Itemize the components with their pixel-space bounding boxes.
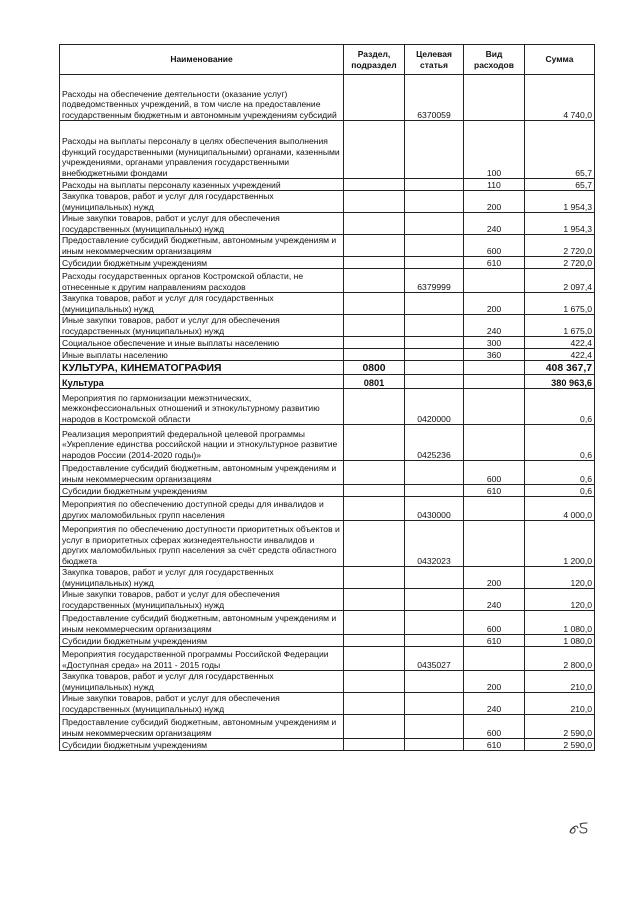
row-type (464, 361, 525, 375)
row-name: Иные закупки товаров, работ и услуг для обеспечения государственных (муниципальных) нужд (60, 693, 344, 715)
row-type: 100 (464, 121, 525, 179)
row-type: 240 (464, 589, 525, 611)
row-target (405, 293, 464, 315)
table-row (60, 389, 595, 425)
row-name: Мероприятия по обеспечению доступной среды для инвалидов и других маломобильных групп населения (60, 497, 344, 521)
table-row (60, 647, 595, 671)
row-name: Расходы на обеспечение деятельности (оказание услуг) подведомственных учреждений, в том числе на предоставление государственным бюджетным и автономным учреждениям субсидий (60, 75, 344, 121)
row-type: 600 (464, 611, 525, 635)
row-type: 610 (464, 257, 525, 269)
row-amount: 2 590,0 (525, 715, 595, 739)
row-target (405, 179, 464, 191)
row-name: Иные выплаты населению (60, 349, 344, 361)
table-row (60, 213, 595, 235)
row-section (344, 693, 405, 715)
row-target: 6379999 (405, 269, 464, 293)
row-type: 200 (464, 293, 525, 315)
table-row (60, 497, 595, 521)
row-amount: 2 720,0 (525, 235, 595, 257)
row-name: Социальное обеспечение и иные выплаты населению (60, 337, 344, 349)
row-amount: 0,6 (525, 389, 595, 425)
row-target (405, 213, 464, 235)
row-amount: 2 590,0 (525, 739, 595, 751)
row-name: Реализация мероприятий федеральной целевой программы «Укрепление единства российской нации и этнокультурное развитие народов России (2014-2020 годы)» (60, 425, 344, 461)
row-section (344, 191, 405, 213)
row-name: Иные закупки товаров, работ и услуг для обеспечения государственных (муниципальных) нужд (60, 213, 344, 235)
row-section (344, 521, 405, 567)
row-type: 240 (464, 693, 525, 715)
table-row (60, 293, 595, 315)
row-target: 0432023 (405, 521, 464, 567)
row-section (344, 567, 405, 589)
row-amount: 1 080,0 (525, 611, 595, 635)
row-section (344, 121, 405, 179)
row-target: 0420000 (405, 389, 464, 425)
row-type: 610 (464, 635, 525, 647)
table-row (60, 361, 595, 375)
row-section (344, 235, 405, 257)
row-target (405, 715, 464, 739)
row-type: 600 (464, 461, 525, 485)
row-type: 610 (464, 739, 525, 751)
row-name: Предоставление субсидий бюджетным, автономным учреждениям и иным некоммерческим организациям (60, 235, 344, 257)
row-name: Закупка товаров, работ и услуг для государственных (муниципальных) нужд (60, 191, 344, 213)
row-amount: 1 954,3 (525, 191, 595, 213)
table-row (60, 611, 595, 635)
row-type: 240 (464, 315, 525, 337)
row-target: 0425236 (405, 425, 464, 461)
row-section (344, 349, 405, 361)
row-target (405, 361, 464, 375)
row-amount: 1 675,0 (525, 315, 595, 337)
row-amount: 4 740,0 (525, 75, 595, 121)
row-name: Закупка товаров, работ и услуг для государственных (муниципальных) нужд (60, 293, 344, 315)
table-row (60, 349, 595, 361)
table-row (60, 589, 595, 611)
table-row (60, 315, 595, 337)
row-name: Субсидии бюджетным учреждениям (60, 739, 344, 751)
row-section (344, 213, 405, 235)
row-name: КУЛЬТУРА, КИНЕМАТОГРАФИЯ (60, 361, 344, 375)
row-section (344, 257, 405, 269)
row-amount: 210,0 (525, 693, 595, 715)
row-target: 0430000 (405, 497, 464, 521)
header-amount: Сумма (525, 45, 595, 75)
row-target (405, 635, 464, 647)
budget-table (59, 44, 595, 751)
row-type: 200 (464, 671, 525, 693)
row-name: Расходы на выплаты персоналу в целях обеспечения выполнения функций государственными (муниципальными) органами, казенными учреждениями, органами управления государственными внебюджетными фондами (60, 121, 344, 179)
table-row (60, 337, 595, 349)
row-amount: 0,6 (525, 461, 595, 485)
row-target (405, 739, 464, 751)
row-target (405, 567, 464, 589)
row-target (405, 485, 464, 497)
row-section (344, 715, 405, 739)
row-name: Субсидии бюджетным учреждениям (60, 257, 344, 269)
row-name: Иные закупки товаров, работ и услуг для обеспечения государственных (муниципальных) нужд (60, 315, 344, 337)
table-row (60, 521, 595, 567)
row-type: 300 (464, 337, 525, 349)
header-name: Наименование (60, 45, 344, 75)
row-name: Предоставление субсидий бюджетным, автономным учреждениям и иным некоммерческим организациям (60, 461, 344, 485)
row-section (344, 589, 405, 611)
row-section (344, 269, 405, 293)
row-target (405, 337, 464, 349)
table-header-row (60, 45, 595, 75)
row-target (405, 235, 464, 257)
table-row (60, 635, 595, 647)
row-amount: 2 720,0 (525, 257, 595, 269)
row-section: 0801 (344, 375, 405, 389)
row-section (344, 461, 405, 485)
row-type (464, 425, 525, 461)
row-amount: 2 800,0 (525, 647, 595, 671)
row-amount: 65,7 (525, 179, 595, 191)
row-target (405, 315, 464, 337)
row-amount: 65,7 (525, 121, 595, 179)
row-section (344, 389, 405, 425)
row-section (344, 739, 405, 751)
row-target (405, 121, 464, 179)
row-amount: 0,6 (525, 485, 595, 497)
row-type (464, 521, 525, 567)
row-target: 0435027 (405, 647, 464, 671)
row-target (405, 611, 464, 635)
row-type (464, 375, 525, 389)
row-type (464, 389, 525, 425)
row-target (405, 375, 464, 389)
row-amount: 1 080,0 (525, 635, 595, 647)
table-row (60, 485, 595, 497)
row-amount: 1 675,0 (525, 293, 595, 315)
row-amount: 380 963,6 (525, 375, 595, 389)
row-type: 240 (464, 213, 525, 235)
table-row (60, 671, 595, 693)
row-section (344, 497, 405, 521)
row-section (344, 179, 405, 191)
row-amount: 0,6 (525, 425, 595, 461)
table-row (60, 567, 595, 589)
row-target (405, 671, 464, 693)
row-name: Расходы государственных органов Костромской области, не отнесенные к другим направлениям расходов (60, 269, 344, 293)
table-row (60, 425, 595, 461)
table-row (60, 191, 595, 213)
row-section (344, 75, 405, 121)
row-type (464, 497, 525, 521)
row-section (344, 315, 405, 337)
row-amount: 2 097,4 (525, 269, 595, 293)
table-row (60, 257, 595, 269)
row-section (344, 337, 405, 349)
row-type: 610 (464, 485, 525, 497)
header-section: Раздел, подраздел (344, 45, 405, 75)
row-name: Закупка товаров, работ и услуг для государственных (муниципальных) нужд (60, 671, 344, 693)
row-section (344, 611, 405, 635)
row-type: 600 (464, 715, 525, 739)
row-target (405, 589, 464, 611)
row-amount: 120,0 (525, 589, 595, 611)
table-row (60, 715, 595, 739)
row-section (344, 425, 405, 461)
table-row (60, 121, 595, 179)
row-target (405, 191, 464, 213)
row-type (464, 269, 525, 293)
table-body (60, 75, 595, 751)
row-amount: 1 954,3 (525, 213, 595, 235)
row-section (344, 485, 405, 497)
row-amount: 422,4 (525, 349, 595, 361)
row-type (464, 647, 525, 671)
row-name: Предоставление субсидий бюджетным, автономным учреждениям и иным некоммерческим организациям (60, 715, 344, 739)
row-name: Расходы на выплаты персоналу казенных учреждений (60, 179, 344, 191)
row-amount: 1 200,0 (525, 521, 595, 567)
table-row (60, 461, 595, 485)
row-target (405, 693, 464, 715)
row-name: Культура (60, 375, 344, 389)
row-type: 360 (464, 349, 525, 361)
table-row (60, 693, 595, 715)
row-type: 600 (464, 235, 525, 257)
row-name: Мероприятия государственной программы Российской Федерации «Доступная среда» на 2011 - 2015 годы (60, 647, 344, 671)
table-row (60, 269, 595, 293)
row-section: 0800 (344, 361, 405, 375)
row-amount: 120,0 (525, 567, 595, 589)
row-name: Субсидии бюджетным учреждениям (60, 485, 344, 497)
row-amount: 422,4 (525, 337, 595, 349)
row-section (344, 671, 405, 693)
row-target (405, 257, 464, 269)
row-target (405, 461, 464, 485)
row-name: Иные закупки товаров, работ и услуг для обеспечения государственных (муниципальных) нужд (60, 589, 344, 611)
row-type: 200 (464, 567, 525, 589)
header-type: Вид расходов (464, 45, 525, 75)
row-section (344, 647, 405, 671)
row-name: Закупка товаров, работ и услуг для государственных (муниципальных) нужд (60, 567, 344, 589)
row-type: 110 (464, 179, 525, 191)
row-amount: 4 000,0 (525, 497, 595, 521)
table-row (60, 235, 595, 257)
table-row (60, 739, 595, 751)
row-name: Мероприятия по обеспечению доступности приоритетных объектов и услуг в приоритетных сферах жизнедеятельности инвалидов и других маломобильных групп населения за счёт средств областного бюджета (60, 521, 344, 567)
handwritten-page-number (568, 820, 592, 836)
row-section (344, 635, 405, 647)
row-type (464, 75, 525, 121)
row-amount: 210,0 (525, 671, 595, 693)
row-name: Субсидии бюджетным учреждениям (60, 635, 344, 647)
table-row (60, 75, 595, 121)
row-name: Мероприятия по гармонизации межэтнических, межконфессиональных отношений и этнокультурному развитию народов в Костромской области (60, 389, 344, 425)
header-target: Целевая статья (405, 45, 464, 75)
table-row (60, 179, 595, 191)
row-target: 6370059 (405, 75, 464, 121)
row-name: Предоставление субсидий бюджетным, автономным учреждениям и иным некоммерческим организациям (60, 611, 344, 635)
row-amount: 408 367,7 (525, 361, 595, 375)
row-type: 200 (464, 191, 525, 213)
row-section (344, 293, 405, 315)
row-target (405, 349, 464, 361)
table-row (60, 375, 595, 389)
